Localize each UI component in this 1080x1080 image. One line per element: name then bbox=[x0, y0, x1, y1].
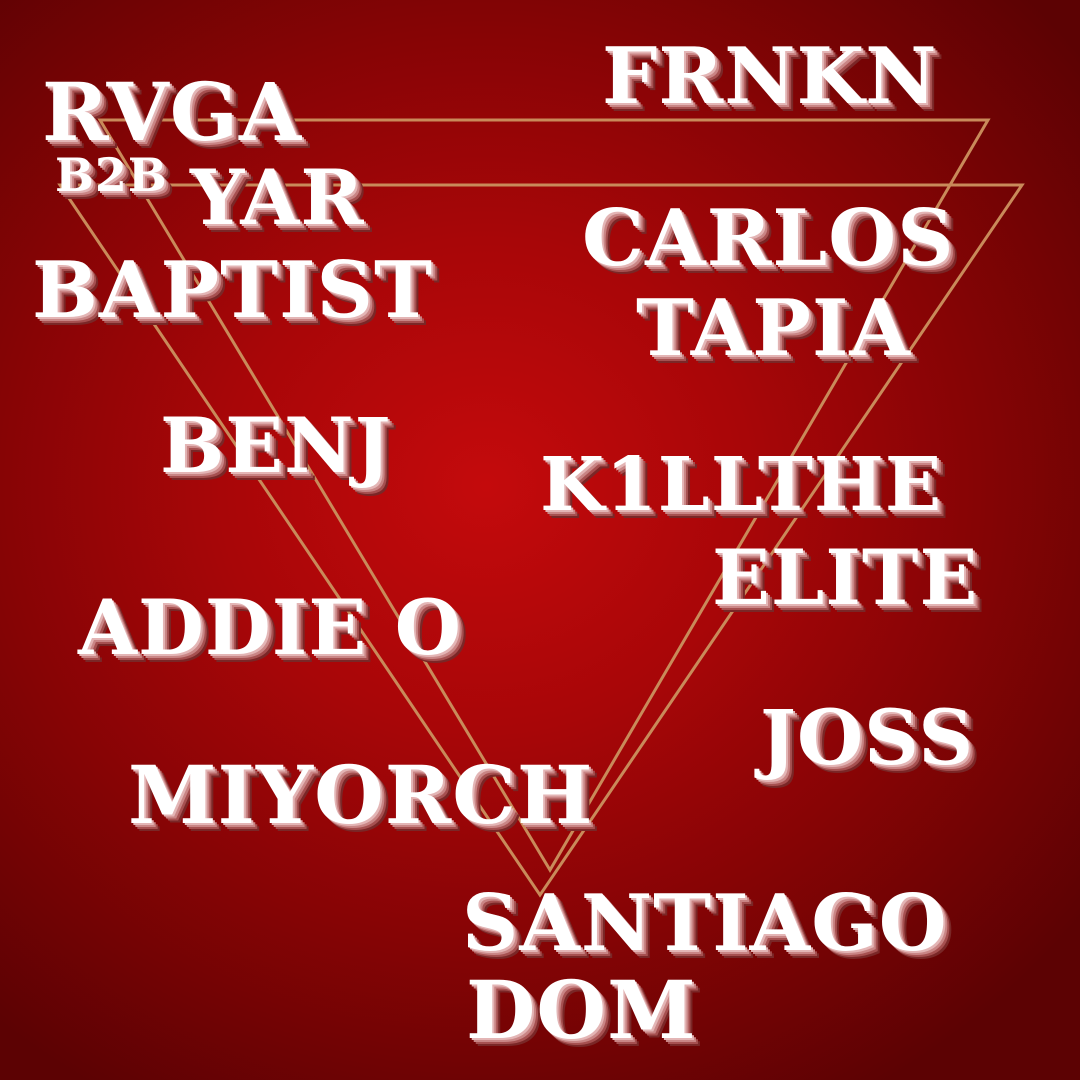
artist-rvga: RVGA bbox=[42, 65, 303, 159]
artist-baptist: BAPTIST bbox=[32, 245, 433, 336]
artist-benj: BENJ bbox=[160, 401, 392, 490]
artist-dom: DOM bbox=[466, 963, 697, 1057]
artist-addie-o: ADDIE O bbox=[78, 583, 462, 672]
artist-santiago: SANTIAGO bbox=[462, 878, 948, 969]
artist-killthe: K1LLTHE bbox=[540, 442, 943, 528]
artist-miyorch: MIYORCH bbox=[128, 748, 594, 842]
artist-joss: JOSS bbox=[760, 693, 975, 782]
artist-carlos: CARLOS bbox=[582, 193, 955, 284]
artist-yar: YAR bbox=[190, 153, 365, 242]
artist-frnkn: FRNKN bbox=[602, 31, 938, 122]
artist-tapia: TAPIA bbox=[636, 283, 911, 374]
artist-elite: ELITE bbox=[712, 533, 979, 622]
b2b-label: B2B bbox=[55, 148, 168, 202]
